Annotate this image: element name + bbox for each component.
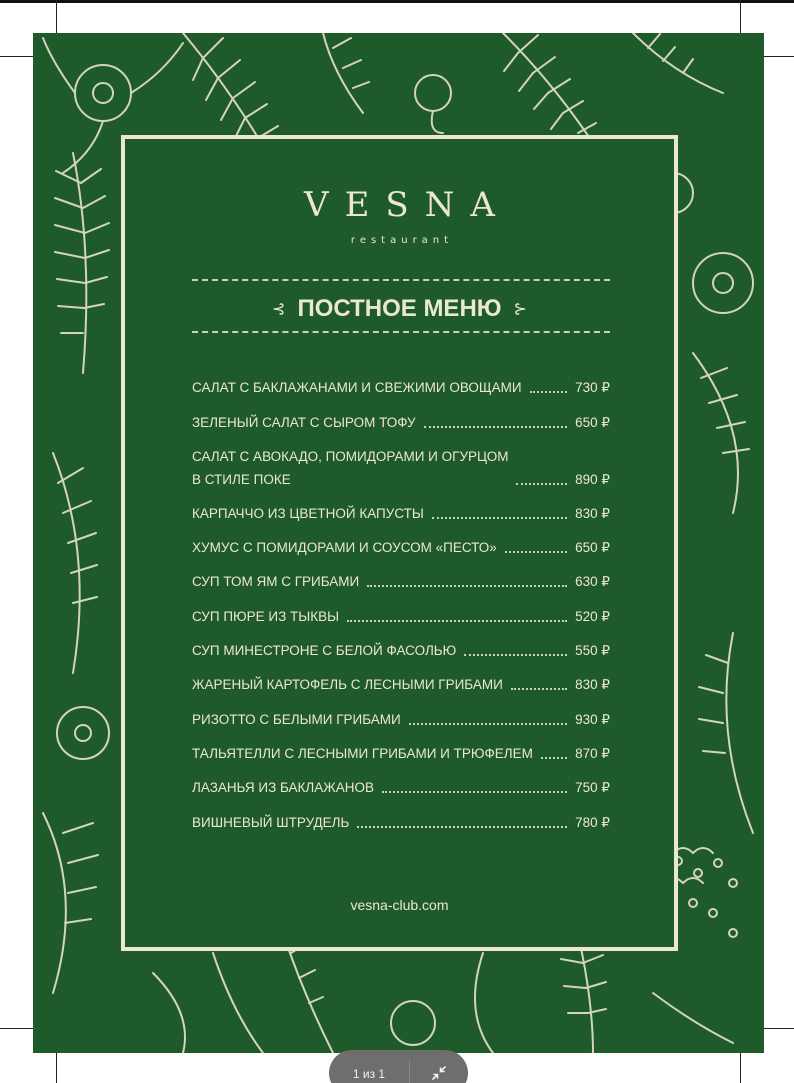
pdf-page-toolbar <box>329 1050 468 1083</box>
item-price: 630 ₽ <box>575 574 610 590</box>
item-name <box>192 445 508 491</box>
item-price: 650 ₽ <box>575 540 610 556</box>
menu-item <box>192 628 610 662</box>
menu-items <box>192 365 610 834</box>
menu-item <box>192 434 610 491</box>
item-name: ЖАРЕНЫЙ КАРТОФЕЛЬ С ЛЕСНЫМИ ГРИБАМИ <box>192 677 503 693</box>
page-indicator: 1 из 1 <box>352 1067 386 1081</box>
menu-sheet <box>33 33 764 1053</box>
item-name: ЛАЗАНЬЯ ИЗ БАКЛАЖАНОВ <box>192 780 374 796</box>
menu-item <box>192 765 610 799</box>
item-price: 750 ₽ <box>575 780 610 796</box>
menu-panel <box>121 135 678 951</box>
menu-item <box>192 365 610 399</box>
item-name-line-2: В СТИЛЕ ПОКЕ <box>192 471 291 487</box>
item-price: 830 ₽ <box>575 505 610 521</box>
dot-leader <box>464 654 567 656</box>
collapse-arrows-icon <box>431 1065 447 1081</box>
ornament-right-icon: ⊱ <box>513 301 527 318</box>
item-price: 780 ₽ <box>575 814 610 830</box>
dot-leader <box>409 723 567 725</box>
brand-logo: VESNA <box>304 185 511 225</box>
item-price: 870 ₽ <box>575 745 610 761</box>
item-name: КАРПАЧЧО ИЗ ЦВЕТНОЙ КАПУСТЫ <box>192 505 424 521</box>
item-price: 550 ₽ <box>575 643 610 659</box>
menu-item <box>192 696 610 730</box>
dot-leader <box>541 757 567 759</box>
dot-leader <box>511 688 567 690</box>
item-name: СУП ТОМ ЯМ С ГРИБАМИ <box>192 574 360 590</box>
dot-leader <box>505 551 567 553</box>
dot-leader <box>382 791 567 793</box>
divider-top <box>192 279 610 281</box>
menu-title <box>125 295 674 323</box>
item-price: 730 ₽ <box>575 380 610 396</box>
menu-item <box>192 399 610 433</box>
viewer-top-bar <box>0 0 794 3</box>
item-name: РИЗОТТО С БЕЛЫМИ ГРИБАМИ <box>192 711 401 727</box>
dot-leader <box>347 620 567 622</box>
item-price: 650 ₽ <box>575 414 610 430</box>
item-price: 520 ₽ <box>575 608 610 624</box>
item-name: ВИШНЕВЫЙ ШТРУДЕЛЬ <box>192 814 350 830</box>
menu-item <box>192 731 610 765</box>
menu-item <box>192 559 610 593</box>
menu-item <box>192 491 610 525</box>
item-name: САЛАТ С БАКЛАЖАНАМИ И СВЕЖИМИ ОВОЩАМИ <box>192 380 522 396</box>
dot-leader <box>516 483 567 485</box>
dot-leader <box>530 391 568 393</box>
website-link[interactable]: vesna-club.com <box>350 897 449 913</box>
dot-leader <box>367 585 567 587</box>
menu-title-text: ПОСТНОЕ МЕНЮ <box>297 295 502 322</box>
dot-leader <box>424 426 568 428</box>
item-name-line-1: САЛАТ С АВОКАДО, ПОМИДОРАМИ И ОГУРЦОМ <box>192 448 509 464</box>
menu-item <box>192 799 610 833</box>
item-name: ХУМУС С ПОМИДОРАМИ И СОУСОМ «ПЕСТО» <box>192 540 497 556</box>
item-name: СУП МИНЕСТРОНЕ С БЕЛОЙ ФАСОЛЬЮ <box>192 643 457 659</box>
menu-item <box>192 525 610 559</box>
divider-bottom <box>192 331 610 333</box>
brand-subtitle: restaurant <box>350 235 454 246</box>
item-name: СУП ПЮРЕ ИЗ ТЫКВЫ <box>192 608 340 624</box>
menu-item <box>192 593 610 627</box>
item-price: 890 ₽ <box>575 471 610 487</box>
menu-item <box>192 662 610 696</box>
ornament-left-icon: ⊰ <box>272 301 286 318</box>
item-price: 930 ₽ <box>575 711 610 727</box>
fit-to-page-button[interactable] <box>410 1065 468 1081</box>
dot-leader <box>432 517 567 519</box>
item-name: ТАЛЬЯТЕЛЛИ С ЛЕСНЫМИ ГРИБАМИ И ТРЮФЕЛЕМ <box>192 745 533 761</box>
dot-leader <box>357 826 567 828</box>
item-price: 830 ₽ <box>575 677 610 693</box>
item-name: ЗЕЛЕНЫЙ САЛАТ С СЫРОМ ТОФУ <box>192 414 416 430</box>
